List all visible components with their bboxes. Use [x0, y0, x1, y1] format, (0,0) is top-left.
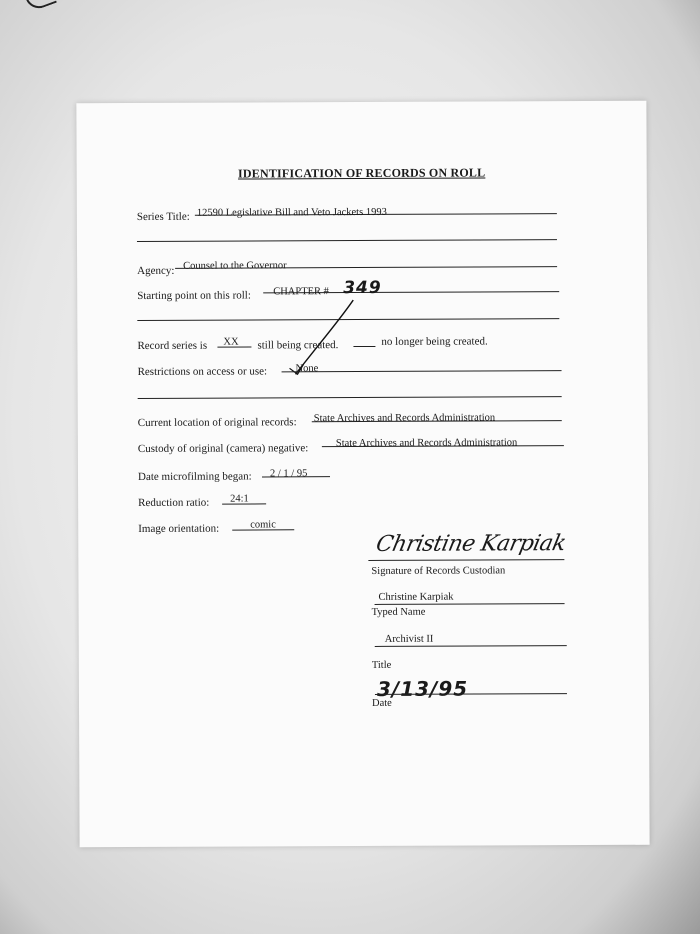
custodian-signature: Christine Karpiak [373, 531, 568, 557]
signature-line [368, 559, 564, 561]
date-began-label: Date microfilming began: [137, 470, 252, 483]
restrictions-line [281, 356, 561, 375]
form-paper [76, 101, 649, 847]
current-location-value: State Archives and Records Administration [313, 412, 496, 425]
agency-value: Counsel to the Governor [183, 260, 287, 272]
typed-name-label: Typed Name [371, 606, 426, 618]
current-location-row [138, 416, 297, 429]
typed-name-line [375, 603, 565, 605]
custody-value: State Archives and Records Administration [335, 437, 518, 450]
orientation-row [138, 523, 219, 535]
reduction-row [138, 497, 209, 509]
record-series-row [137, 340, 207, 352]
series-title-row [137, 211, 190, 223]
restrictions-line-2 [138, 382, 562, 399]
custody-row [138, 442, 309, 455]
title-label: Title [371, 659, 392, 671]
restrictions-label: Restrictions on access or use: [137, 365, 268, 378]
series-title-value: 12590 Legislative Bill and Veto Jackets 1993 [196, 206, 387, 219]
current-location-label: Current location of original records: [137, 416, 297, 429]
starting-point-label: Starting point on this roll: [137, 289, 251, 302]
title-line [375, 645, 567, 647]
date-began-value: 2 / 1 / 95 [269, 468, 308, 480]
starting-point-handwritten: 349 [343, 277, 382, 299]
series-title-label: Series Title: [136, 210, 190, 223]
title-value: Archivist II [384, 633, 434, 645]
orientation-label: Image orientation: [138, 522, 220, 535]
agency-label: Agency: [137, 264, 175, 277]
starting-point-value: CHAPTER # [273, 286, 329, 298]
restrictions-value: None [295, 363, 319, 375]
still-being-created-text: still being created. [257, 339, 339, 352]
reduction-label: Reduction ratio: [138, 496, 210, 509]
custody-label: Custody of original (camera) negative: [137, 442, 309, 455]
record-series-label: Record series is [137, 339, 208, 352]
no-longer-line [353, 332, 375, 347]
restrictions-row [138, 365, 268, 378]
record-series-value: XX [223, 336, 239, 348]
agency-row [137, 265, 174, 277]
corner-pen-mark [23, 0, 57, 12]
date-value: 3/13/95 [376, 676, 469, 701]
series-title-line-2 [137, 225, 557, 242]
reduction-value: 24:1 [230, 493, 249, 505]
signature-label: Signature of Records Custodian [371, 565, 506, 577]
date-began-row [138, 470, 252, 482]
starting-point-row [137, 289, 251, 301]
date-label: Date [371, 697, 392, 709]
no-longer-being-created-text: no longer being created. [381, 335, 488, 348]
date-line [375, 693, 567, 695]
form-title: IDENTIFICATION OF RECORDS ON ROLL [238, 165, 486, 181]
orientation-value: comic [250, 519, 276, 531]
typed-name-value: Christine Karpiak [378, 591, 454, 603]
